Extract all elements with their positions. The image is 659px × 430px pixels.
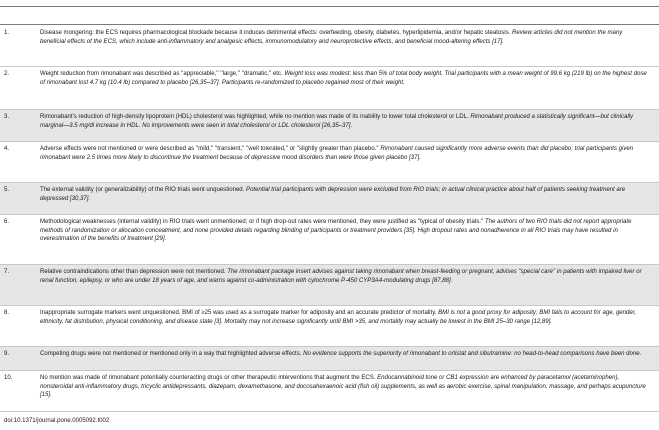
row-number: 1. (4, 30, 10, 36)
row-plain-text: Inappropriate surrogate markers went unquestioned. BMI of ≥25 was used as a surrogate marker for adiposity and an accurate predictor of mortality. (40, 310, 439, 316)
row-plain-text: Competing drugs were not mentioned or mentioned only in a way that highlighted adverse effects. (40, 351, 304, 357)
row-plain-text: Rimonabant's reduction of high-density lipoprotein (HDL) cholesterol was highlighted, while no mention was made of its inability to lower total cholesterol or LDL. (40, 114, 471, 120)
row-italic-text: No evidence supports the superiority of rimonabant to orlistat and sibutramine: no head-to-head comparisons have been done. (303, 351, 642, 357)
row-text (40, 374, 655, 408)
doi-caption: doi:10.1371/journal.pone.0005092.t002 (4, 418, 110, 424)
row-italic-text: The authors of two RIO trials did not report appropriate methods of randomization or allocation concealment, and none provided details regarding blinding of participants or treatment providers [35]. High dropout rates and nonadherence in all RIO trials may have resulted in overestimation of the benefits of treatment [29]. (40, 219, 632, 243)
row-italic-text: Potential trial participants with depression were excluded from RIO trials; in actual clinical practice about half of patients seeking treatment are depressed [30,37]. (40, 187, 626, 202)
table-row (0, 371, 659, 412)
row-text (40, 218, 655, 261)
row-number: 4. (4, 146, 10, 152)
row-number: 5. (4, 187, 10, 193)
row-plain-text: The external validity (or generalizability) of the RIO trials went unquestioned. (40, 187, 247, 193)
row-italic-text: Rimonabant produced a statistically significant—but clinically marginal—3.5 mg/dl increase in HDL. No improvements were seen in total cholesterol or LDL cholesterol [26,35–37]. (40, 114, 634, 129)
table-row (0, 347, 659, 371)
table-row (0, 183, 659, 215)
row-number: 8. (4, 310, 10, 316)
row-italic-text: Rimonabant caused significantly more adverse events than did placebo; trial participants given rimonabant were 2.5 times more likely to discontinue the treatment because of depressive mood disorders than were those given placebo [37]. (40, 146, 634, 161)
row-text (40, 309, 655, 343)
row-plain-text: Disease mongering: the ECS requires pharmacological blockade because it induces detrimental effects: overfeeding, obesity, diabetes, hyperlipidemia, and/or hepatic steatosis. (40, 30, 513, 36)
row-plain-text: Methodological weaknesses (internal validity) in RIO trials went unmentioned; or if high drop-out rates were mentioned, they were justified as ''typical of obesity trials.'' (40, 219, 485, 225)
table-row (0, 265, 659, 306)
row-text (40, 29, 655, 63)
row-text (40, 70, 655, 106)
row-italic-text: Review articles did not mention the many beneficial effects of the ECS, which include anti-inflammatory and analgesic effects, immunomodulatory and neuroprotective effects, and beneficial mood-altering effects [17]. (40, 30, 623, 45)
row-plain-text: Weight reduction from rimonabant was described as ''appreciable,'' ''large,'' ''dramatic,'' etc. (40, 71, 285, 77)
table-body (0, 26, 659, 412)
row-text (40, 350, 655, 367)
table-row (0, 26, 659, 67)
header-rule (0, 24, 659, 25)
row-number: 3. (4, 114, 10, 120)
row-number: 6. (4, 219, 10, 225)
row-number: 7. (4, 269, 10, 275)
row-text (40, 268, 655, 302)
table-row (0, 67, 659, 110)
row-text (40, 145, 655, 179)
row-number: 10. (4, 375, 13, 381)
row-italic-text: Weight loss was modest: less than 5% of total body weight. Trial participants with a mean weight of 99.6 kg (219 lb) on the highest dose of rimonabant lost 4.7 kg (10.4 lb) compared to placebo [26,35–37]. Participants re-randomized to placebo regained most of their weight. (40, 71, 647, 86)
row-italic-text: BMI is not a good proxy for adiposity; BMI fails to account for age, gender, ethnicity, fat distribution, physical conditioning, and disease state [3]. Mortality may not increase significantly until BMI >35, and mortality may actually be lowest in the BMI 25–30 range [12,89]. (40, 310, 637, 325)
row-number: 9. (4, 351, 10, 357)
row-italic-text: The rimonabant package insert advises against taking rimonabant when breast-feeding or pregnant, advises ''special care'' in patients with impaired liver or renal function, epilepsy, or who are under 18 years of age, and warns against co-administration with cytochrome P-450 CYP3A4-modulating drugs [87,88]. (40, 269, 642, 284)
row-italic-text: Endocannabinoid tone or CB1 expression are enhanced by paracetamol (acetaminophen), nonsteroidal anti-inflammatory drugs, tricyclic antidepressants, diazepam, dexamethasone, and docosahexaenoic acid (fish oil) supplements, as well as aerobic exercise, spinal manipulation, massage, and perhaps acupuncture [15]. (40, 375, 646, 399)
row-number: 2. (4, 71, 10, 77)
table-row (0, 142, 659, 183)
row-plain-text: Adverse effects were not mentioned or were described as ''mild,'' ''transient,'' ''well tolerated,'' or ''slightly greater than placebo.'' (40, 146, 381, 152)
top-rule (0, 6, 659, 7)
row-text (40, 186, 655, 211)
row-plain-text: Relative contraindications other than depression were not mentioned. (40, 269, 228, 275)
row-plain-text: No mention was made of rimonabant potentially counteracting drugs or other therapeutic interventions that augment the ECS. (40, 375, 378, 381)
table-row (0, 306, 659, 347)
table-row (0, 215, 659, 265)
table-row (0, 110, 659, 142)
row-text (40, 113, 655, 138)
